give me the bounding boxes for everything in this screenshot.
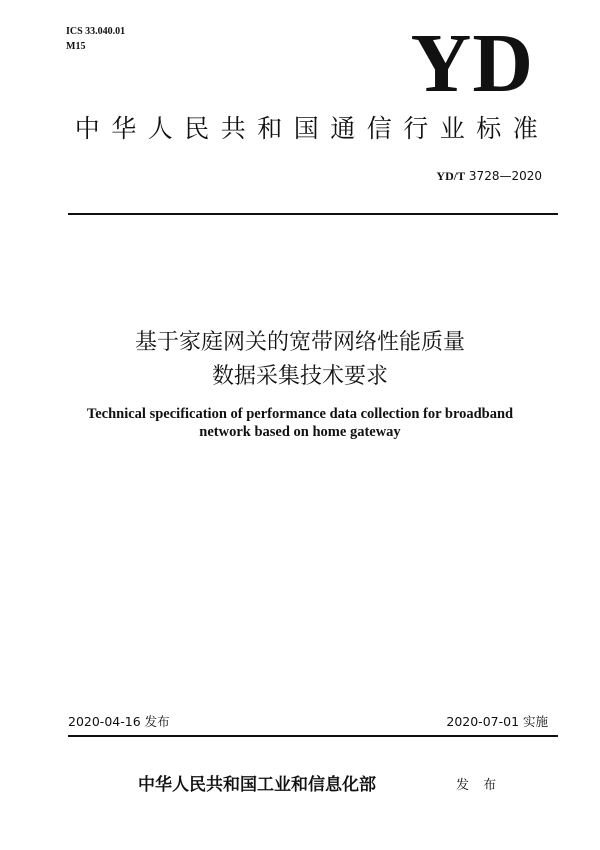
standard-number-prefix: YD/T <box>436 169 466 183</box>
standard-number-value: 3728—2020 <box>468 169 542 183</box>
yd-logo: YD <box>410 17 534 110</box>
ics-code: ICS 33.040.01 <box>66 26 126 37</box>
bottom-divider <box>68 735 558 737</box>
publish-label: 发 布 <box>456 778 502 793</box>
title-cn-line-2: 数据采集技术要求 <box>211 364 388 389</box>
title-en-line-1: Technical specification of performance data collection for broadband <box>86 406 514 422</box>
ccs-code: M15 <box>66 41 86 52</box>
implementation-date: 2020-07-01 实施 <box>446 714 548 729</box>
title-en-line-2: network based on home gateway <box>199 424 401 440</box>
standard-number <box>436 168 542 184</box>
issue-date: 2020-04-16 发布 <box>68 714 170 729</box>
industry-standard-title: 中华人民共和国通信行业标准 <box>74 114 550 143</box>
title-cn-line-1: 基于家庭网关的宽带网络性能质量 <box>134 330 465 355</box>
top-divider <box>68 213 558 215</box>
issuing-ministry: 中华人民共和国工业和信息化部 <box>138 775 376 795</box>
